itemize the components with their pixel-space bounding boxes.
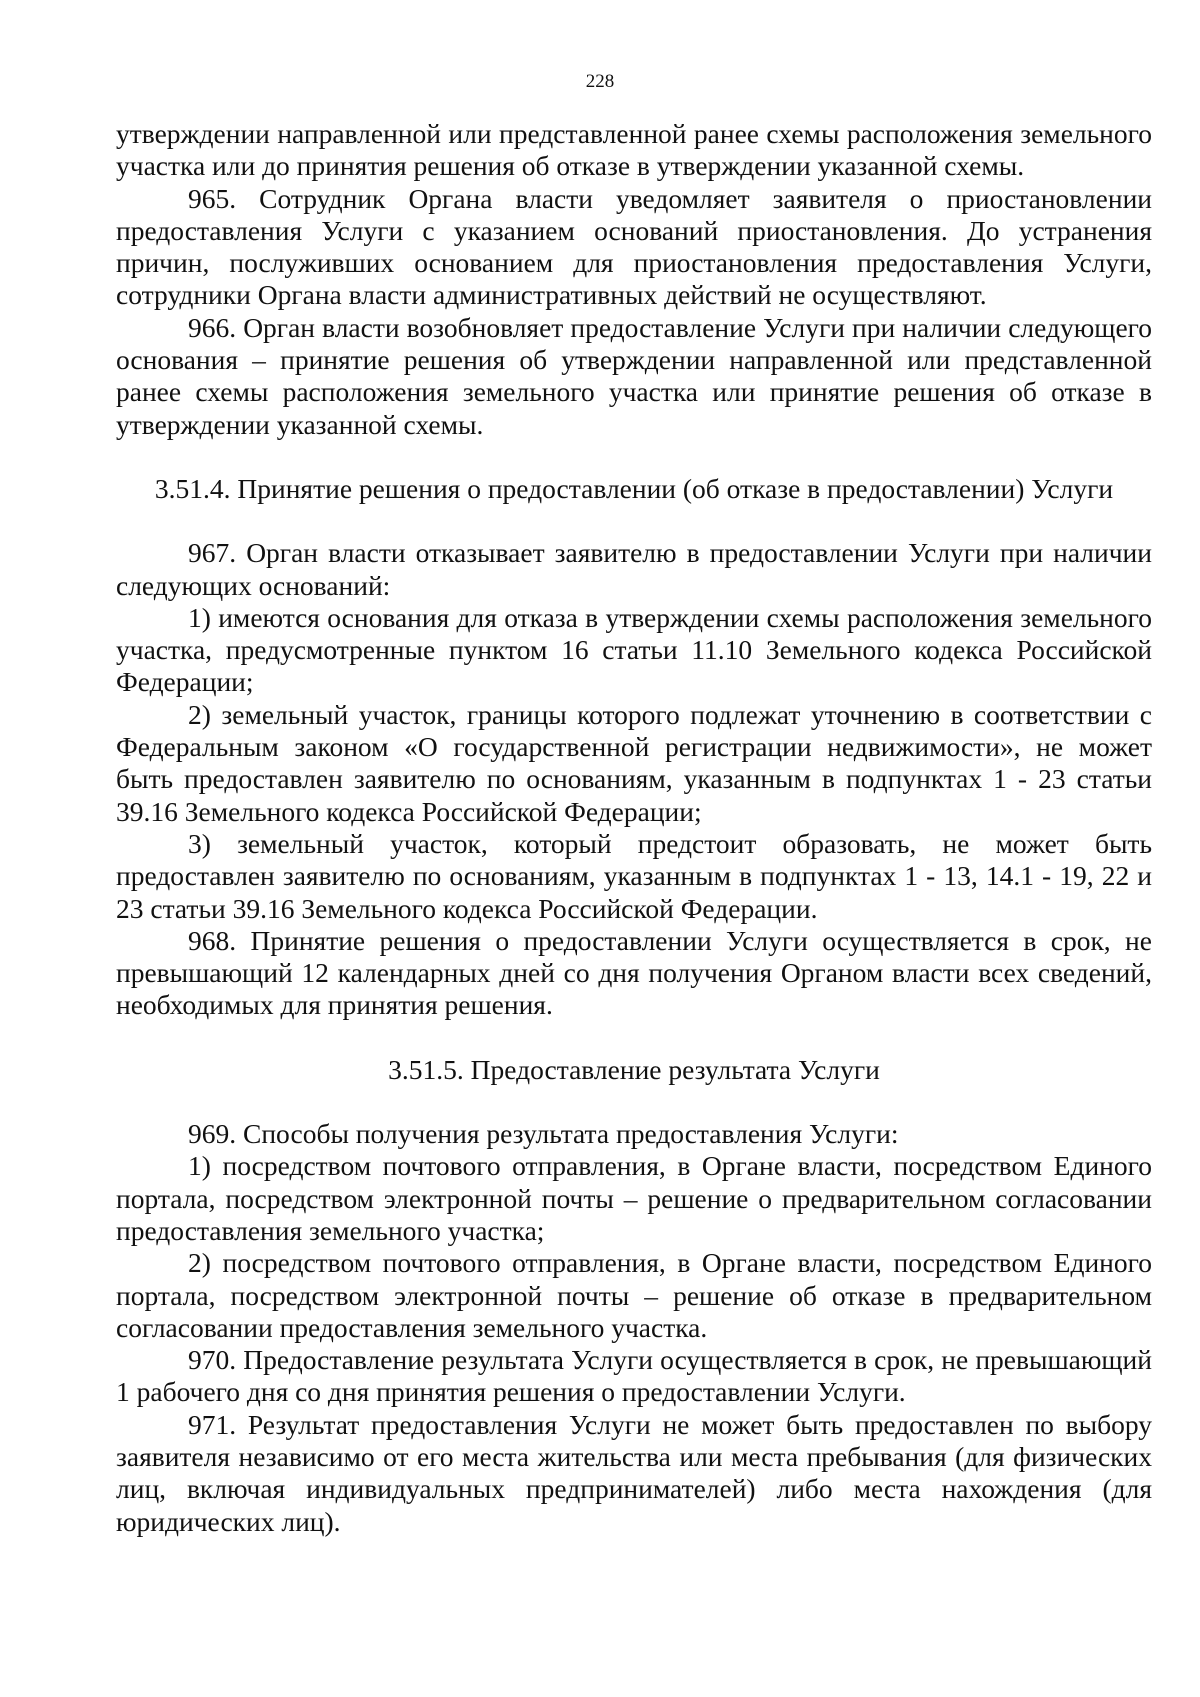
paragraph-971: 971. Результат предоставления Услуги не может быть предоставлен по выбору заявителя независимо от его места жительства или места пребывания (для физических лиц, включая индивидуальных предпринимателей) либо места нахождения (для юридических лиц).: [116, 1408, 1152, 1537]
list-item-967-2: 2) земельный участок, границы которого подлежат уточнению в соответствии с Федеральным законом «О государственной регистрации недвижимости», не может быть предоставлен заявителю по основаниям, указанным в подпунктах 1 - 23 статьи 39.16 Земельного кодекса Российской Федерации;: [116, 698, 1152, 827]
paragraph-968: 968. Принятие решения о предоставлении Услуги осуществляется в срок, не превышающий 12 календарных дней со дня получения Органом власти всех сведений, необходимых для принятия решения.: [116, 924, 1152, 1021]
page-number: 228: [585, 71, 615, 92]
paragraph-967: 967. Орган власти отказывает заявителю в предоставлении Услуги при наличии следующих оснований:: [116, 537, 1152, 601]
paragraph-965: 965. Сотрудник Органа власти уведомляет заявителя о приостановлении предоставления Услуги с указанием оснований приостановления. До устранения причин, послуживших основанием для приостановления предоставления Услуги, сотрудники Органа власти административных действий не осуществляют.: [116, 182, 1152, 311]
section-heading-3-51-5: 3.51.5. Предоставление результата Услуги: [388, 1053, 880, 1085]
list-item-969-2: 2) посредством почтового отправления, в Органе власти, посредством Единого портала, посредством электронной почты – решение об отказе в предварительном согласовании предоставления земельного участка.: [116, 1247, 1152, 1343]
document-body: [116, 118, 1152, 1538]
paragraph-970: 970. Предоставление результата Услуги осуществляется в срок, не превышающий 1 рабочего дня со дня принятия решения о предоставлении Услуги.: [116, 1344, 1152, 1408]
paragraph-continuation: утверждении направленной или представленной ранее схемы расположения земельного участка или до принятия решения об отказе в утверждении указанной схемы.: [116, 118, 1152, 182]
paragraph-966: 966. Орган власти возобновляет предоставление Услуги при наличии следующего основания – принятие решения об утверждении направленной или представленной ранее схемы расположения земельного участка или принятие решения об отказе в утверждении указанной схемы.: [116, 311, 1152, 440]
list-item-967-3: 3) земельный участок, который предстоит образовать, не может быть предоставлен заявителю по основаниям, указанным в подпунктах 1 - 13, 14.1 - 19, 22 и 23 статьи 39.16 Земельного кодекса Российской Федерации.: [116, 827, 1152, 924]
list-item-969-1: 1) посредством почтового отправления, в Органе власти, посредством Единого портала, посредством электронной почты – решение о предварительном согласовании предоставления земельного участка;: [116, 1150, 1152, 1246]
paragraph-969: 969. Способы получения результата предоставления Услуги:: [188, 1118, 899, 1150]
section-heading-3-51-4: 3.51.4. Принятие решения о предоставлении (об отказе в предоставлении) Услуги: [154, 472, 1114, 504]
list-item-967-1: 1) имеются основания для отказа в утверждении схемы расположения земельного участка, предусмотренные пунктом 16 статьи 11.10 Земельного кодекса Российской Федерации;: [116, 601, 1152, 698]
